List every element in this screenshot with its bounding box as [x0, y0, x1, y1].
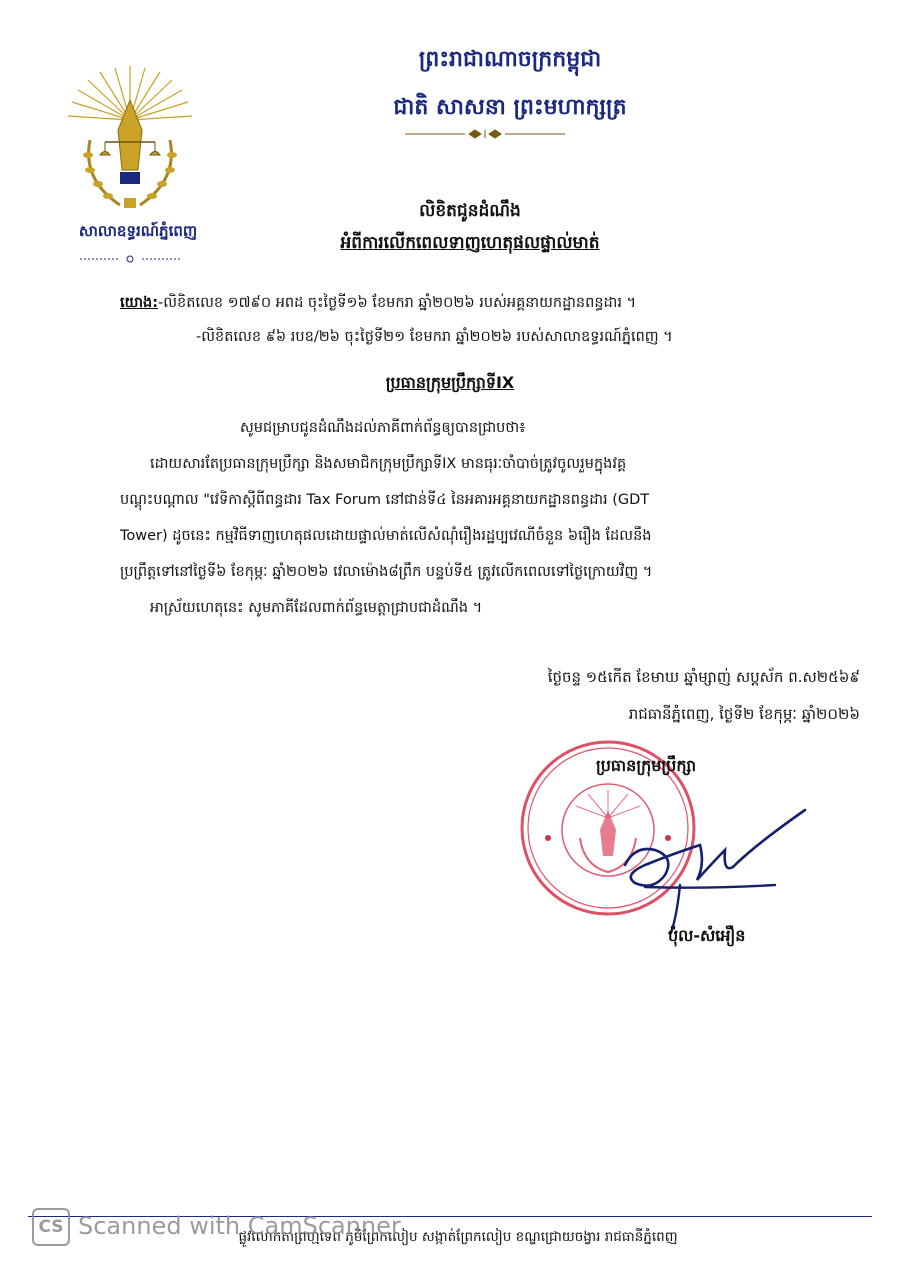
title-main: លិខិតជូនដំណឹង	[419, 201, 521, 221]
court-name: សាលាឧទ្ធរណ៍ភ្នំពេញ	[78, 222, 198, 240]
header-ornament-divider	[405, 128, 565, 140]
camscanner-logo-icon: CS	[32, 1208, 70, 1246]
body-para1-line2: បណ្តុះបណ្តាល "វេទិកាស្តីពីពន្ធដារ Tax Forum នៅជាន់ទី៤ នៃអគារអគ្គនាយកដ្ឋានពន្ធដារ (GDT	[120, 492, 650, 508]
signatory-name: ប៉ុល-សំអឿន	[668, 926, 746, 945]
reference-line-2: -លិខិតលេខ ៩៦ របឧ/២៦ ចុះថ្ងៃទី២១ ខែមករា ឆ្នាំ២០២៦ របស់សាលាឧទ្ធរណ៍ភ្នំពេញ ។	[196, 329, 673, 345]
addressee: ប្រធានក្រុមប្រឹក្សាទីIX	[385, 373, 515, 392]
reference-label: យោង:	[120, 295, 159, 311]
body-para2: អាស្រ័យហេតុនេះ សូមភាគីដែលពាក់ព័ន្ធមេត្តាជ្រាបជាដំណឹង ។	[150, 600, 483, 616]
footer-address: ផ្លូវលោកតាព្រហ្មទេព ភូមិព្រែកលៀប សង្កាត់ព្រែកលៀប ខណ្ឌជ្រោយចង្វារ រាជធានីភ្នំពេញ	[238, 1229, 678, 1245]
camscanner-text: Scanned with CamScanner	[78, 1212, 401, 1240]
body-para1-line3: Tower) ដូចនេះ កម្មវិធីទាញហេតុផលដោយផ្ទាល់មាត់លើសំណុំរឿងរដ្ឋប្បវេណីចំនួន ៦រឿង ដែលនឹង	[120, 528, 652, 544]
body-para1-line1: ដោយសារតែប្រធានក្រុមប្រឹក្សា និងសមាជិកក្រុមប្រឹក្សាទីIX មានធុរៈចាំបាច់ត្រូវចូលរួមក្នុងវគ្គ	[150, 456, 627, 472]
handwritten-signature	[605, 805, 815, 935]
body-intro: សូមជម្រាបជូនដំណឹងដល់ភាគីពាក់ព័ន្ធឲ្យបានជ្រាបថា៖	[240, 420, 526, 436]
title-subject: អំពីការលើកពេលទាញហេតុផលផ្ទាល់មាត់	[340, 233, 600, 253]
lunar-date: ថ្ងៃចន្ទ ១៥កើត ខែមាឃ ឆ្នាំម្សាញ់ សប្តស័ក ព.ស២៥៦៩	[547, 668, 860, 686]
kingdom-line-1: ព្រះរាជាណាចក្រកម្ពុជា	[418, 47, 602, 72]
signatory-title: ប្រធានក្រុមប្រឹក្សា	[596, 756, 697, 775]
court-emblem-logo	[60, 60, 200, 220]
solar-date: រាជធានីភ្នំពេញ, ថ្ងៃទី២ ខែកុម្ភៈ ឆ្នាំ២០២៦	[628, 705, 860, 723]
kingdom-header	[300, 36, 720, 132]
reference-line-1: -លិខិតលេខ ១៧៩០ អពដ ចុះថ្ងៃទី១៦ ខែមករា ឆ្នាំ២០២៦ របស់អគ្គនាយកដ្ឋានពន្ធដារ ។	[158, 295, 637, 311]
document-title	[250, 195, 690, 259]
court-ornament-divider	[80, 254, 180, 264]
body-para1-line4: ប្រព្រឹត្តទៅនៅថ្ងៃទី៦ ខែកុម្ភៈ ឆ្នាំ២០២៦ វេលាម៉ោង៨ព្រឹក បន្ទប់ទី៥ ត្រូវលើកពេលទៅថ្ងៃក្រោយវិញ ។	[120, 564, 653, 580]
camscanner-watermark	[32, 1208, 502, 1248]
body-text	[120, 410, 868, 626]
kingdom-line-2: ជាតិ សាសនា ព្រះមហាក្សត្រ	[393, 95, 627, 120]
reference-block	[120, 286, 860, 354]
